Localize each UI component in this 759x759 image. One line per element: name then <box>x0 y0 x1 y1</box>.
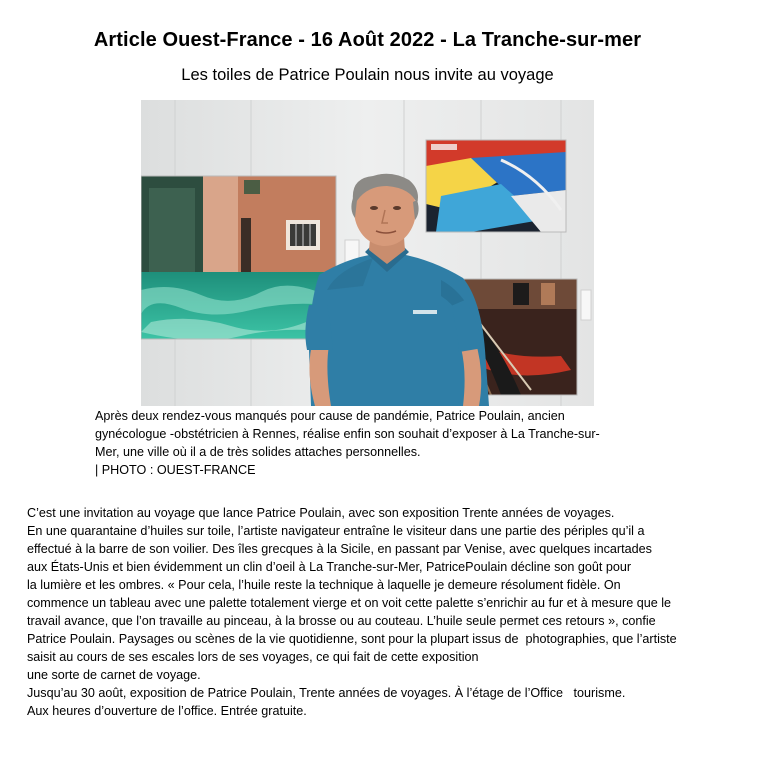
exhibition-info-line: Jusqu’au 30 août, exposition de Patrice Poulain, Trente années de voyages. À l’étage de l’Office tourisme. <box>27 686 626 700</box>
article-line: aux États-Unis et bien évidemment un clin d’oeil à La Tranche-sur-Mer, PatricePoulain décline son goût pour <box>27 560 632 574</box>
article-line: saisit au cours de ses escales lors de ses voyages, ce qui fait de cette exposition <box>27 650 479 664</box>
article-line: une sorte de carnet de voyage. <box>27 668 201 682</box>
article-title: Article Ouest-France - 16 Août 2022 - La Tranche-sur-mer <box>93 29 642 51</box>
article-photo <box>141 100 594 406</box>
article-subtitle: Les toiles de Patrice Poulain nous invite au voyage <box>181 66 554 84</box>
painting-venice-canal <box>141 176 336 340</box>
caption-line: gynécologue -obstétricien à Rennes, réalise enfin son souhait d’exposer à La Tranche-sur- <box>95 427 600 441</box>
caption-line: Mer, une ville où il a de très solides attaches personnelles. <box>95 445 421 459</box>
article-line: la lumière et les ombres. « Pour cela, l’huile reste la technique à laquelle je demeure résolument fidèle. On <box>27 578 621 592</box>
photo-caption <box>95 407 655 479</box>
painting-boats-colorful <box>426 140 566 232</box>
article-line: En une quarantaine d’huiles sur toile, l’artiste navigateur entraîne le visiteur dans une partie des périples qu’il a <box>27 524 645 538</box>
article-line: commence un tableau avec une palette totalement vierge et on voit cette palette s’enrichir au fur et à mesure que le <box>27 596 672 610</box>
article-line: C’est une invitation au voyage que lance Patrice Poulain, avec son exposition Trente années de voyages. <box>27 506 615 520</box>
caption-line: Après deux rendez-vous manqués pour cause de pandémie, Patrice Poulain, ancien <box>95 409 565 423</box>
article-line: travail avance, que l’on travaille au pinceau, à la brosse ou au couteau. L’huile seule permet ces retours », confie <box>27 614 656 628</box>
article-line: effectué à la barre de son voilier. Des îles grecques à la Sicile, en passant par Venise, avec quelques incartades <box>27 542 652 556</box>
article-body <box>27 504 747 720</box>
exhibition-hours-line: Aux heures d’ouverture de l’office. Entrée gratuite. <box>27 704 307 718</box>
article-line: Patrice Poulain. Paysages ou scènes de la vie quotidienne, sont pour la plupart issus de photographies, que l’artiste <box>27 632 677 646</box>
photo-credit: | PHOTO : OUEST-FRANCE <box>95 463 256 477</box>
